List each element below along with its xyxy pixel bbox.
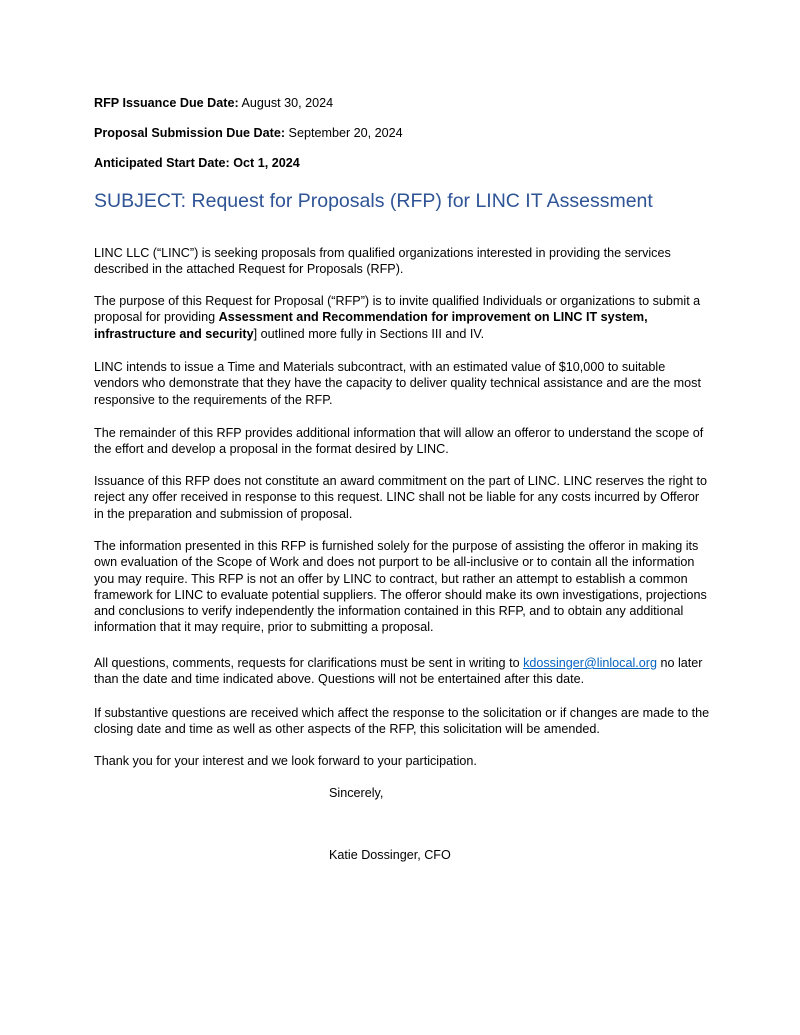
paragraph-remainder: The remainder of this RFP provides additional information that will allow an offeror to understand the scope of the effort and develop a proposal in the format desired by LINC. — [94, 426, 704, 457]
paragraph-intro: LINC LLC (“LINC”) is seeking proposals from qualified organizations interested in providing the services described in the attached Request for Proposals (RFP). — [94, 246, 671, 277]
paragraph-amendments: If substantive questions are received which affect the response to the solicitation or if changes are made to the closing date and time as well as other aspects of the RFP, this solicitation will be amended. — [94, 706, 710, 737]
anticipated-start-date — [94, 155, 300, 171]
paragraph-subcontract: LINC intends to issue a Time and Materials subcontract, with an estimated value of $10,000 to suitable vendors who demonstrate that they have the capacity to deliver quality technical assistance and are the most responsive to the requirements of the RFP. — [94, 360, 701, 407]
paragraph-questions — [94, 655, 712, 688]
purpose-scope-bold: Assessment and Recommendation for improvement on LINC IT system, infrastructure and security — [94, 310, 648, 341]
questions-text-end: no later than the date and time indicated above. Questions will not be entertained after this date. — [94, 656, 703, 687]
paragraph-purpose — [94, 293, 712, 342]
rfp-issuance-label: RFP Issuance Due Date: — [94, 96, 239, 110]
paragraph-issuance: Issuance of this RFP does not constitute an award commitment on the part of LINC. LINC reserves the right to reject any offer received in response to this request. LINC shall not be liable for any costs incurred by Offeror in the preparation and submission of proposal. — [94, 474, 707, 521]
rfp-issuance-value: August 30, 2024 — [238, 96, 334, 110]
paragraph-information: The information presented in this RFP is furnished solely for the purpose of assisting the offeror in making its own evaluation of the Scope of Work and does not purport to be all-inclusive or to contain all the information you may require. This RFP is not an offer by LINC to contract, but rather an attempt to establish a common framework for LINC to evaluate potential suppliers. The offeror should make its own investigations, projections and conclusions to verify independently the information contained in this RFP, and to obtain any additional information that it may require, prior to submitting a proposal. — [94, 539, 707, 635]
rfp-issuance-date — [94, 95, 333, 111]
purpose-text-start: The purpose of this Request for Proposal (“RFP”) is to invite qualified Individuals or organizations to submit a proposal for providing — [94, 294, 701, 325]
questions-text-start: All questions, comments, requests for clarifications must be sent in writing to — [94, 656, 524, 670]
paragraph-thanks: Thank you for your interest and we look forward to your participation. — [94, 754, 477, 768]
proposal-submission-date — [94, 125, 403, 141]
signature-name: Katie Dossinger, CFO — [329, 848, 451, 862]
proposal-submission-value: September 20, 2024 — [285, 126, 403, 140]
closing-salutation: Sincerely, — [329, 786, 384, 800]
purpose-text-end: ] outlined more fully in Sections III and IV. — [253, 326, 485, 341]
anticipated-start-label: Anticipated Start Date: Oct 1, 2024 — [94, 156, 300, 170]
subject-heading: SUBJECT: Request for Proposals (RFP) for LINC IT Assessment — [94, 190, 653, 212]
proposal-submission-label: Proposal Submission Due Date: — [94, 126, 286, 140]
contact-email-link[interactable]: kdossinger@linlocal.org — [523, 656, 657, 670]
